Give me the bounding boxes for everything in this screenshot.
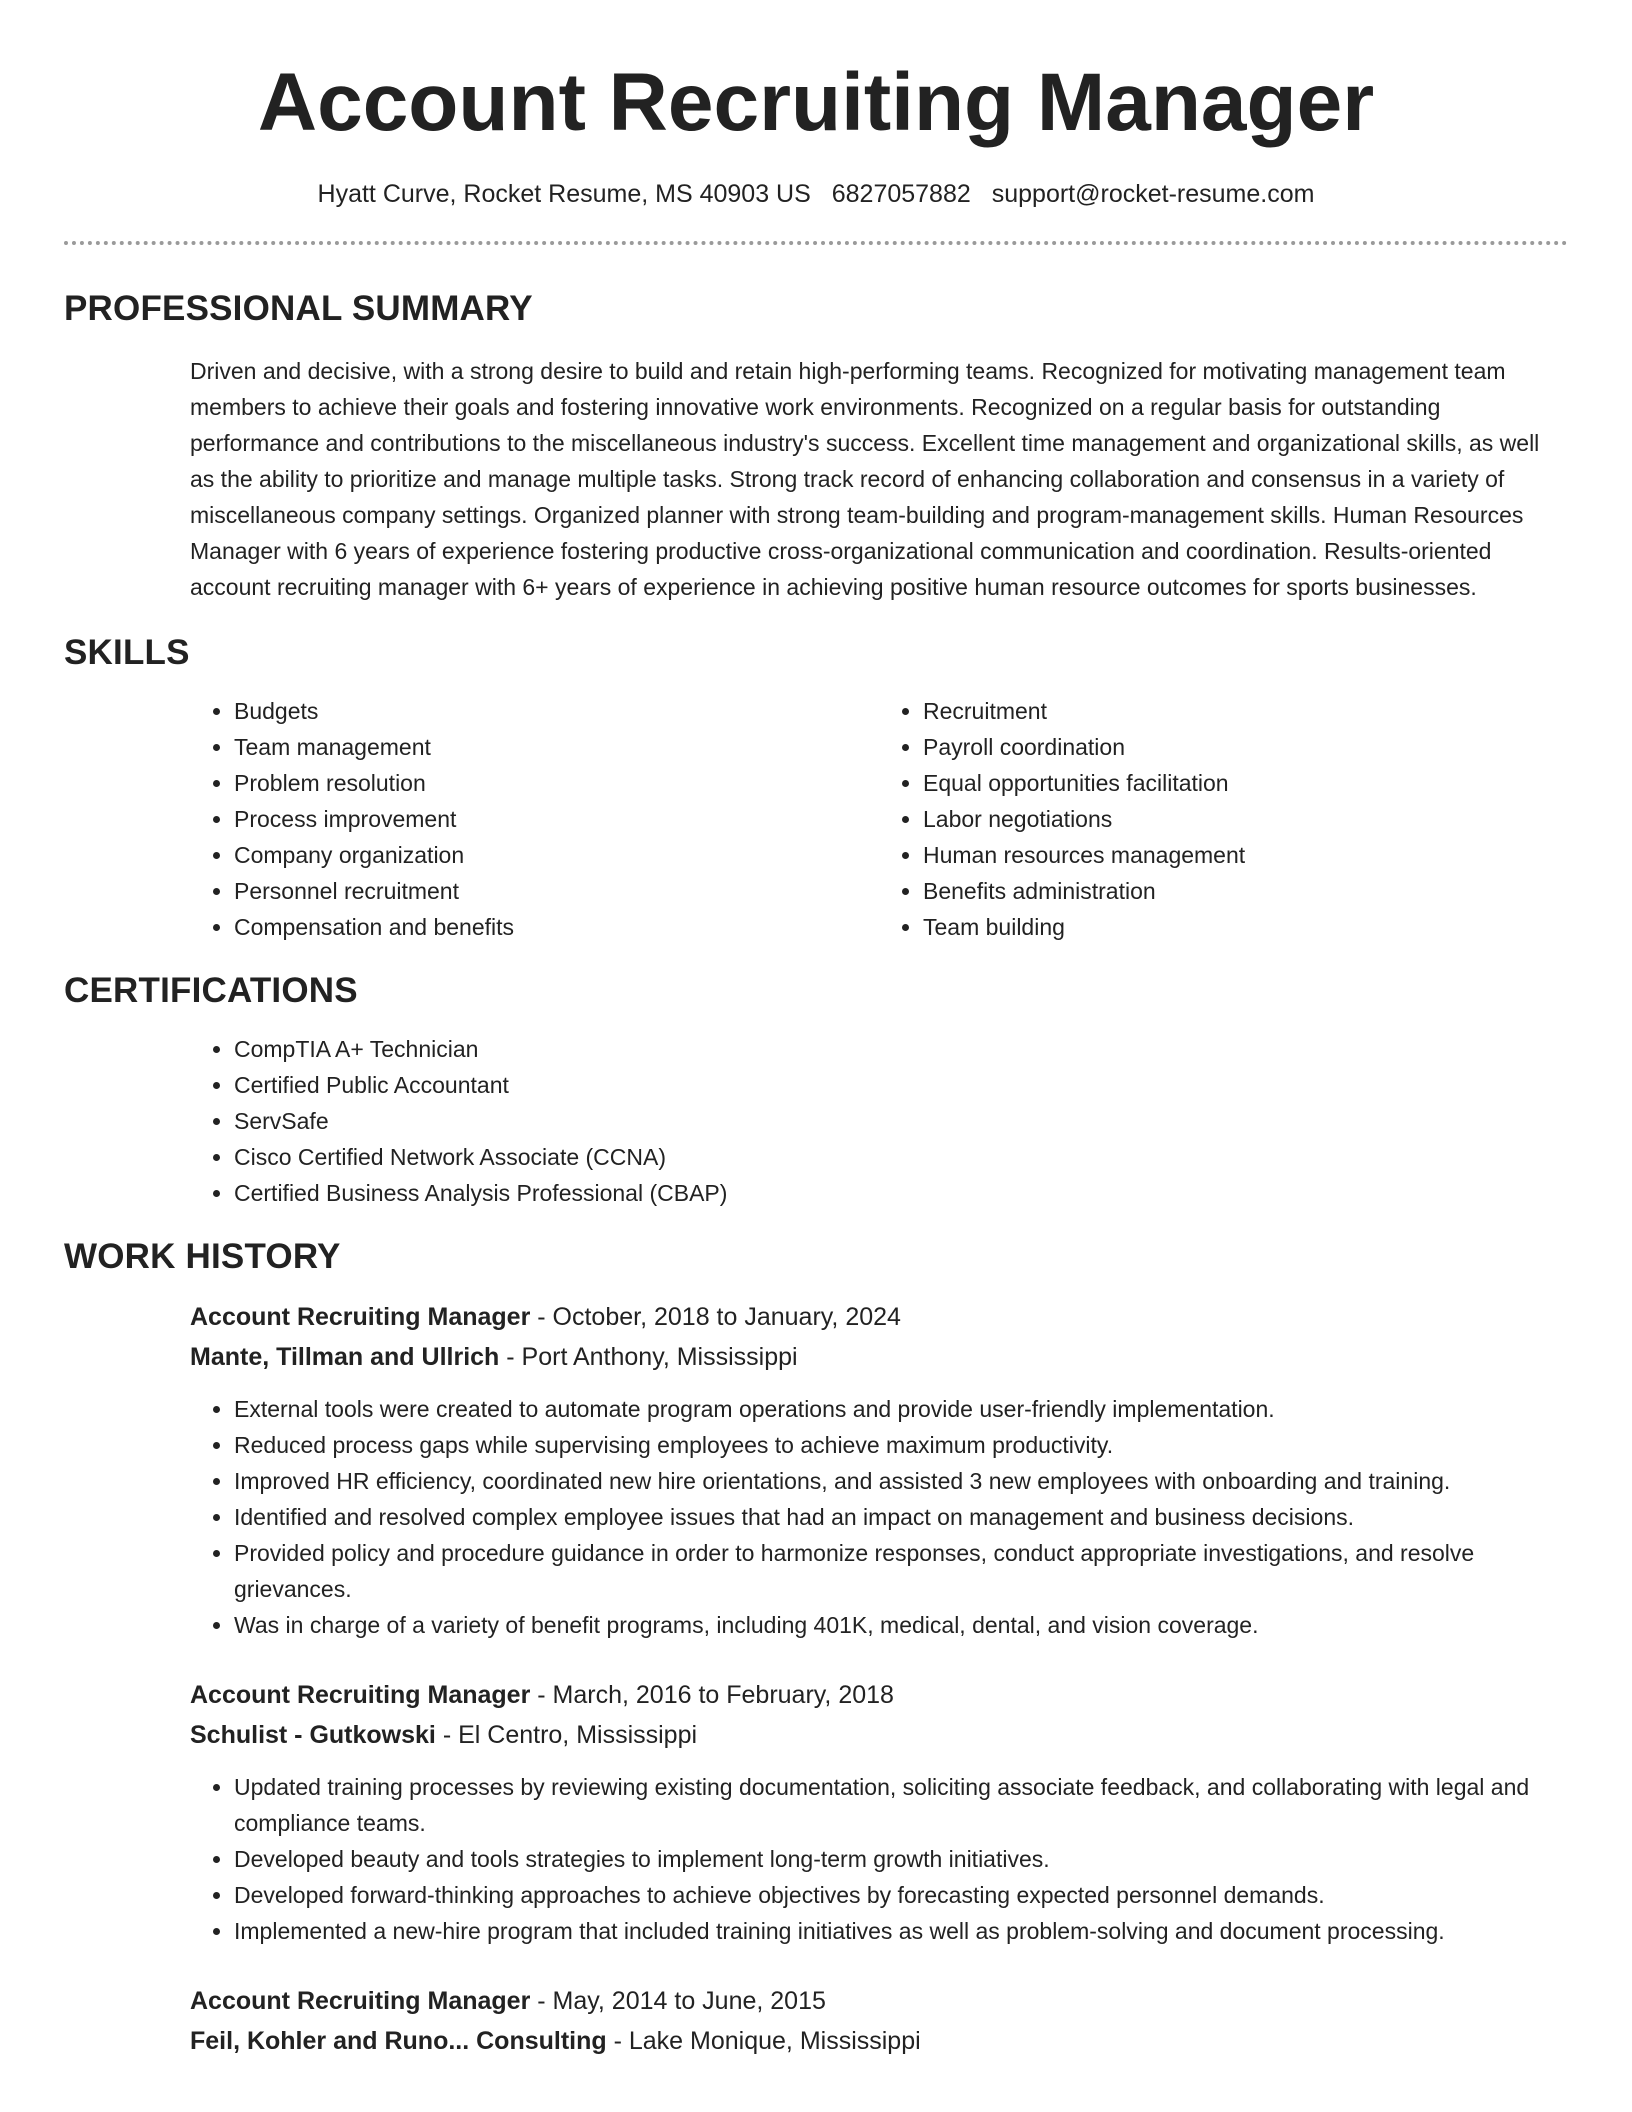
contact-phone: 6827057882: [831, 180, 971, 208]
job-entry: [190, 1981, 1568, 2061]
certifications-block: [190, 1031, 1568, 1211]
job-role: Account Recruiting Manager: [190, 1303, 531, 1331]
skill-item: • Equal opportunities facilitation: [923, 765, 1568, 801]
job-bullet: • Reduced process gaps while supervising employees to achieve maximum productivity.: [234, 1427, 1568, 1463]
certifications-list: [190, 1031, 1568, 1211]
summary-heading: PROFESSIONAL SUMMARY: [64, 289, 533, 328]
job-location: - El Centro, Mississippi: [435, 1721, 698, 1749]
job-dates: - October, 2018 to January, 2024: [530, 1303, 901, 1331]
certification-item: • ServSafe: [234, 1103, 1568, 1139]
header-divider: [64, 241, 1568, 245]
job-location: - Port Anthony, Mississippi: [499, 1343, 798, 1371]
job-title-line: [190, 1675, 1568, 1715]
skill-item: • Recruitment: [923, 693, 1568, 729]
job-bullet: • Was in charge of a variety of benefit programs, including 401K, medical, dental, and vision coverage.: [234, 1607, 1568, 1643]
job-bullets: [190, 1391, 1568, 1643]
job-title-line: [190, 1297, 1568, 1337]
job-bullet: • Developed beauty and tools strategies to implement long-term growth initiatives.: [234, 1841, 1568, 1877]
job-bullet: • Identified and resolved complex employee issues that had an impact on management and business decisions.: [234, 1499, 1568, 1535]
certifications-heading: CERTIFICATIONS: [64, 971, 358, 1010]
job-bullet: • Developed forward-thinking approaches to achieve objectives by forecasting expected personnel demands.: [234, 1877, 1568, 1913]
job-company-line: [190, 1715, 1568, 1755]
job-dates: - March, 2016 to February, 2018: [530, 1681, 894, 1709]
skills-list-left: [190, 693, 879, 945]
certification-item: • Certified Public Accountant: [234, 1067, 1568, 1103]
contact-address: Hyatt Curve, Rocket Resume, MS 40903 US: [317, 180, 811, 208]
skill-item: • Compensation and benefits: [234, 909, 879, 945]
skill-item: • Personnel recruitment: [234, 873, 879, 909]
contact-email: support@rocket-resume.com: [991, 180, 1315, 208]
job-bullet: • Improved HR efficiency, coordinated new hire orientations, and assisted 3 new employees with onboarding and training.: [234, 1463, 1568, 1499]
contact-line: [0, 180, 1632, 209]
job-location: - Lake Monique, Mississippi: [606, 2027, 921, 2055]
skill-item: • Payroll coordination: [923, 729, 1568, 765]
skill-item: • Budgets: [234, 693, 879, 729]
skill-item: • Team management: [234, 729, 879, 765]
certification-item: • Cisco Certified Network Associate (CCNA): [234, 1139, 1568, 1175]
job-role: Account Recruiting Manager: [190, 1987, 531, 2015]
job-bullets: [190, 1769, 1568, 1949]
job-title-line: [190, 1981, 1568, 2021]
skills-list-right: [879, 693, 1568, 945]
skill-item: • Company organization: [234, 837, 879, 873]
skills-heading: SKILLS: [64, 633, 190, 672]
job-bullet: • Implemented a new-hire program that included training initiatives as well as problem-solving and document processing.: [234, 1913, 1568, 1949]
skill-item: • Team building: [923, 909, 1568, 945]
job-company-line: [190, 1337, 1568, 1377]
job-bullet: • External tools were created to automate program operations and provide user-friendly implementation.: [234, 1391, 1568, 1427]
job-entry: [190, 1675, 1568, 1949]
skill-item: • Process improvement: [234, 801, 879, 837]
job-role: Account Recruiting Manager: [190, 1681, 531, 1709]
skill-item: • Human resources management: [923, 837, 1568, 873]
job-bullet: • Provided policy and procedure guidance in order to harmonize responses, conduct appropriate investigations, and resolve grievances.: [234, 1535, 1568, 1607]
job-company-line: [190, 2021, 1568, 2061]
job-dates: - May, 2014 to June, 2015: [530, 1987, 826, 2015]
skill-item: • Benefits administration: [923, 873, 1568, 909]
skills-columns: [190, 693, 1568, 945]
job-company: Feil, Kohler and Runo... Consulting: [190, 2027, 607, 2055]
skill-item: • Labor negotiations: [923, 801, 1568, 837]
job-bullet: • Updated training processes by reviewing existing documentation, soliciting associate feedback, and collaborating with legal and compliance teams.: [234, 1769, 1568, 1841]
job-company: Mante, Tillman and Ullrich: [190, 1343, 500, 1371]
skill-item: • Problem resolution: [234, 765, 879, 801]
work-history-heading: WORK HISTORY: [64, 1237, 341, 1276]
certification-item: • CompTIA A+ Technician: [234, 1031, 1568, 1067]
resume-name: Account Recruiting Manager: [257, 57, 1375, 148]
job-entry: [190, 1297, 1568, 1643]
certification-item: • Certified Business Analysis Professional (CBAP): [234, 1175, 1568, 1211]
job-company: Schulist - Gutkowski: [190, 1721, 436, 1749]
summary-text: Driven and decisive, with a strong desire to build and retain high-performing teams. Recognized for motivating management team members to achieve their goals and fostering innovative work environments. Recognized on a regular basis for outstanding performance and contributions to the miscellaneous industry's success. Excellent time management and organizational skills, as well as the ability to prioritize and manage multiple tasks. Strong track record of enhancing collaboration and consensus in a variety of miscellaneous company settings. Organized planner with strong team-building and program-management skills. Human Resources Manager with 6 years of experience fostering productive cross-organizational communication and coordination. Results-oriented account recruiting manager with 6+ years of experience in achieving positive human resource outcomes for sports businesses.: [190, 358, 1540, 600]
